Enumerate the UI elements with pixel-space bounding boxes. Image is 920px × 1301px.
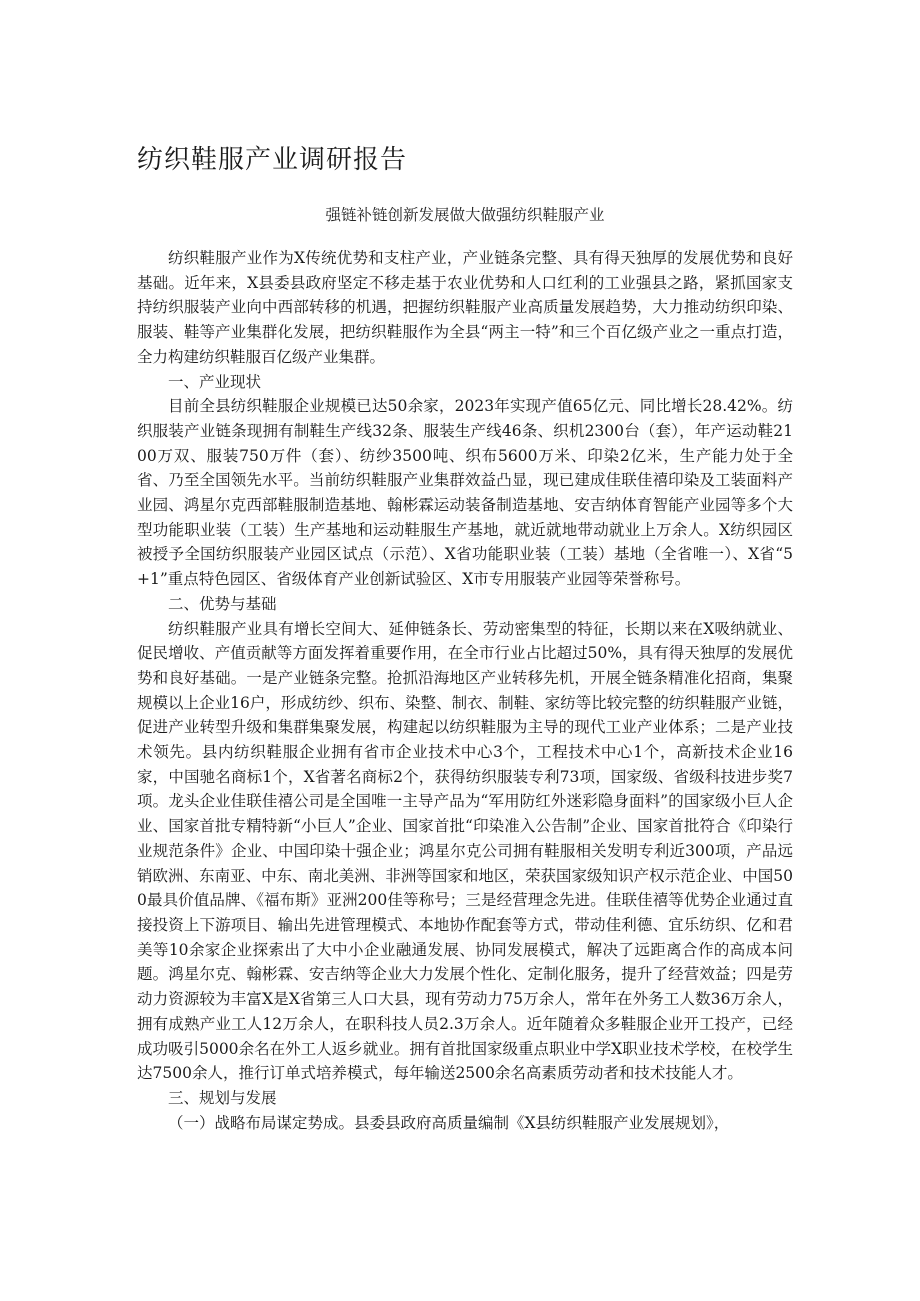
document-subtitle: 强链补链创新发展做大做强纺织鞋服产业 [325, 206, 605, 224]
planning-paragraph: （一）战略布局谋定势成。县委县政府高质量编制《X县纺织鞋服产业发展规划》， [168, 1113, 730, 1132]
advantages-paragraph: 纺织鞋服产业具有增长空间大、延伸链条长、劳动密集型的特征，长期以来在X吸纳就业、促民增收、产值贡献等方面发挥着重要作用，在全市行业占比超过50%，具有得天独厚的发展优势和良好基础。一是产业链条完整。抢抓沿海地区产业转移先机，开展全链条精准化招商，集聚规模以上企业16户，形成纺纱、织布、染整、制衣、制鞋、家纺等比较完整的纺织鞋服产业链，促进产业转型升级和集群集聚发展，构建起以纺织鞋服为主导的现代工业产业体系；二是产业技术领先。县内纺织鞋服企业拥有省市企业技术中心3个，工程技术中心1个，高新技术企业16家，中国驰名商标1个，X省著名商标2个，获得纺织服装专利73项，国家级、省级科技进步奖7项。龙头企业佳联佳禧公司是全国唯一主导产品为“军用防红外迷彩隐身面料”的国家级小巨人企业、国家首批专精特新“小巨人”企业、国家首批“印染准入公告制”企业、国家首批符合《印染行业规范条件》企业、中国印染十强企业；鸿星尔克公司拥有鞋服相关发明专利近300项，产品远销欧洲、东南亚、中东、南北美洲、非洲等国家和地区，荣获国家级知识产权示范企业、中国500最具价值品牌、《福布斯》亚洲200佳等称号；三是经营理念先进。佳联佳禧等优势企业通过直接投资上下游项目、输出先进管理模式、本地协作配套等方式，带动佳利德、宜乐纺织、亿和君美等10余家企业探索出了大中小企业融通发展、协同发展模式，解决了远距离合作的高成本问题。鸿星尔克、翰彬霖、安吉纳等企业大力发展个性化、定制化服务，提升了经营效益；四是劳动力资源较为丰富X是X省第三人口大县，现有劳动力75万余人，常年在外务工人数36万余人，拥有成熟产业工人12万余人，在职科技人员2.3万余人。近年随着众多鞋服企业开工投产，已经成功吸引5000余名在外工人返乡就业。拥有首批国家级重点职业中学X职业技术学校，在校学生达7500余人，推行订单式培养模式，每年输送2500余名高素质劳动者和技术技能人才。 [137, 619, 793, 1083]
section-heading-industry-status: 一、产业现状 [168, 372, 262, 391]
document-title: 纺织鞋服产业调研报告 [137, 145, 408, 175]
section-heading-planning: 三、规划与发展 [168, 1088, 277, 1107]
industry-status-paragraph: 目前全县纺织鞋服企业规模已达50余家，2023年实现产值65亿元、同比增长28.42%。纺织服装产业链条现拥有制鞋生产线32条、服装生产线46条、织机2300台（套），年产运动鞋2100万双、服装750万件（套）、纺纱3500吨、织布5600万米、印染2亿米，生产能力处于全省、乃至全国领先水平。当前纺织鞋服产业集群效益凸显，现已建成佳联佳禧印染及工装面料产业园、鸿星尔克西部鞋服制造基地、翰彬霖运动装备制造基地、安吉纳体育智能产业园等多个大型功能职业装（工装）生产基地和运动鞋服生产基地，就近就地带动就业上万余人。X纺织园区被授予全国纺织服装产业园区试点（示范）、X省功能职业装（工装）基地（全省唯一）、X省“5+1”重点特色园区、省级体育产业创新试验区、X市专用服装产业园等荣誉称号。 [137, 397, 793, 589]
document-page [137, 140, 793, 1135]
intro-paragraph: 纺织鞋服产业作为X传统优势和支柱产业，产业链条完整、具有得天独厚的发展优势和良好基础。近年来，X县委县政府坚定不移走基于农业优势和人口红利的工业强县之路，紧抓国家支持纺织服装产业向中西部转移的机遇，把握纺织鞋服产业高质量发展趋势，大力推动纺织印染、服装、鞋等产业集群化发展，把纺织鞋服作为全县“两主一特”和三个百亿级产业之一重点打造，全力构建纺织鞋服百亿级产业集群。 [137, 249, 793, 366]
section-heading-advantages: 二、优势与基础 [168, 594, 277, 613]
document-body [137, 246, 793, 1135]
